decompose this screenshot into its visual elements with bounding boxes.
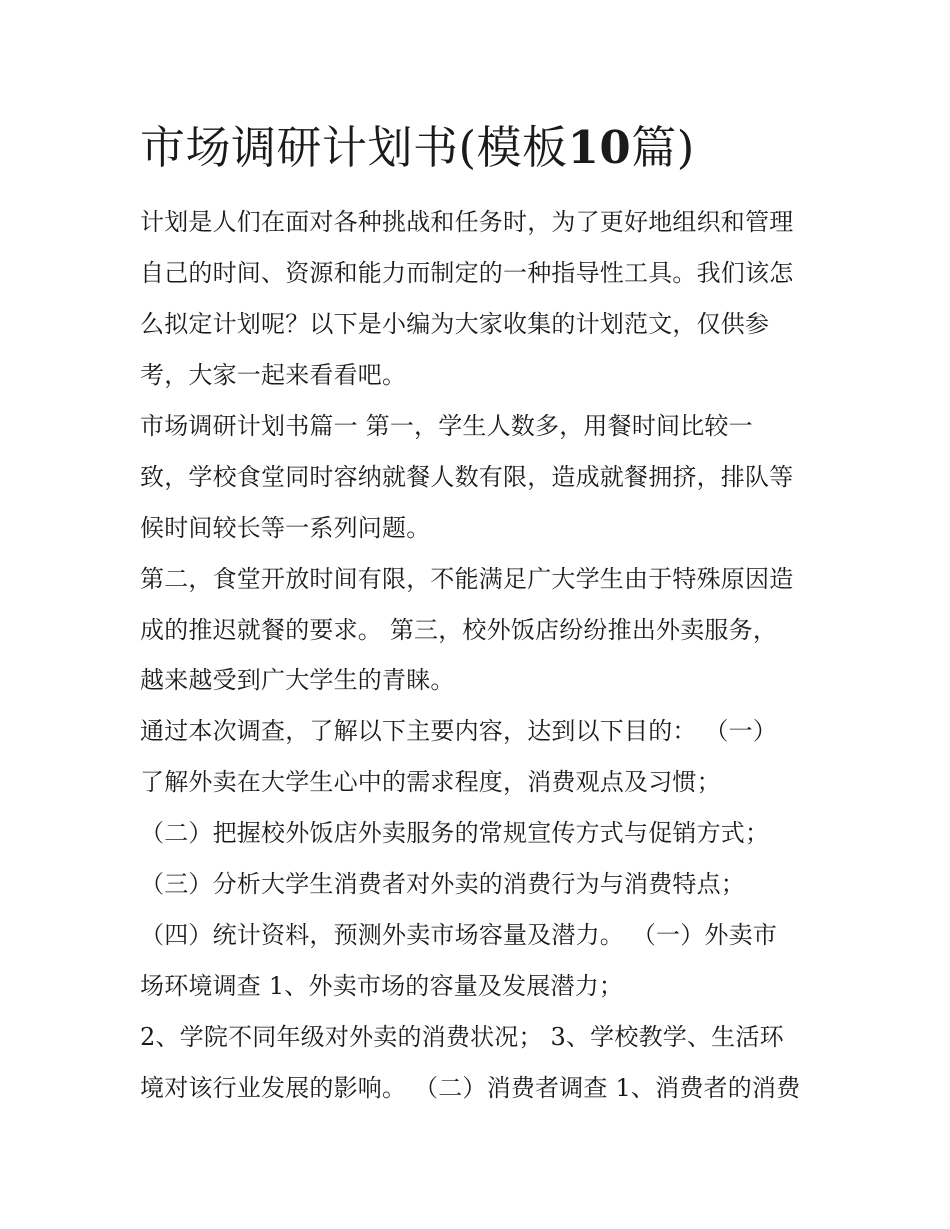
body-line-15: （四）统计资料，预测外卖市场容量及潜力。 （一）外卖市 [140, 921, 778, 949]
body-line-13: （二）把握校外饭店外卖服务的常规宣传方式与促销方式； [140, 819, 770, 847]
body-line-2: 自己的时间、资源和能力而制定的一种指导性工具。我们该怎 [140, 259, 794, 287]
body-line-16: 场环境调查 1、外卖市场的容量及发展潜力； [140, 972, 624, 1000]
document-title [140, 116, 820, 180]
body-line-18: 境对该行业发展的影响。 （二）消费者调查 1、消费者的消费 [140, 1074, 801, 1102]
body-line-5: 市场调研计划书篇一 第一，学生人数多，用餐时间比较一 [140, 412, 753, 440]
title-prefix: 市场调研计划书(模板 [140, 121, 568, 174]
body-line-8: 第二，食堂开放时间有限，不能满足广大学生由于特殊原因造 [140, 565, 794, 593]
title-number: 10 [567, 121, 632, 174]
body-line-17: 2、学院不同年级对外卖的消费状况； 3、学校教学、生活环 [140, 1023, 784, 1051]
body-line-3: 么拟定计划呢？以下是小编为大家收集的计划范文，仅供参 [140, 310, 770, 338]
body-line-1: 计划是人们在面对各种挑战和任务时，为了更好地组织和管理 [140, 208, 794, 236]
title-suffix: 篇) [631, 121, 695, 174]
body-line-11: 通过本次调查，了解以下主要内容，达到以下目的： （一） [140, 717, 778, 745]
body-line-6: 致，学校食堂同时容纳就餐人数有限，造成就餐拥挤，排队等 [140, 463, 794, 491]
body-line-9: 成的推迟就餐的要求。 第三，校外饭店纷纷推出外卖服务， [140, 616, 778, 644]
body-line-4: 考，大家一起来看看吧。 [140, 361, 407, 389]
body-line-10: 越来越受到广大学生的青睐。 [140, 666, 455, 694]
body-line-12: 了解外卖在大学生心中的需求程度，消费观点及习惯； [140, 768, 721, 796]
body-line-7: 候时间较长等一系列问题。 [140, 514, 431, 542]
body-line-14: （三）分析大学生消费者对外卖的消费行为与消费特点； [140, 870, 745, 898]
